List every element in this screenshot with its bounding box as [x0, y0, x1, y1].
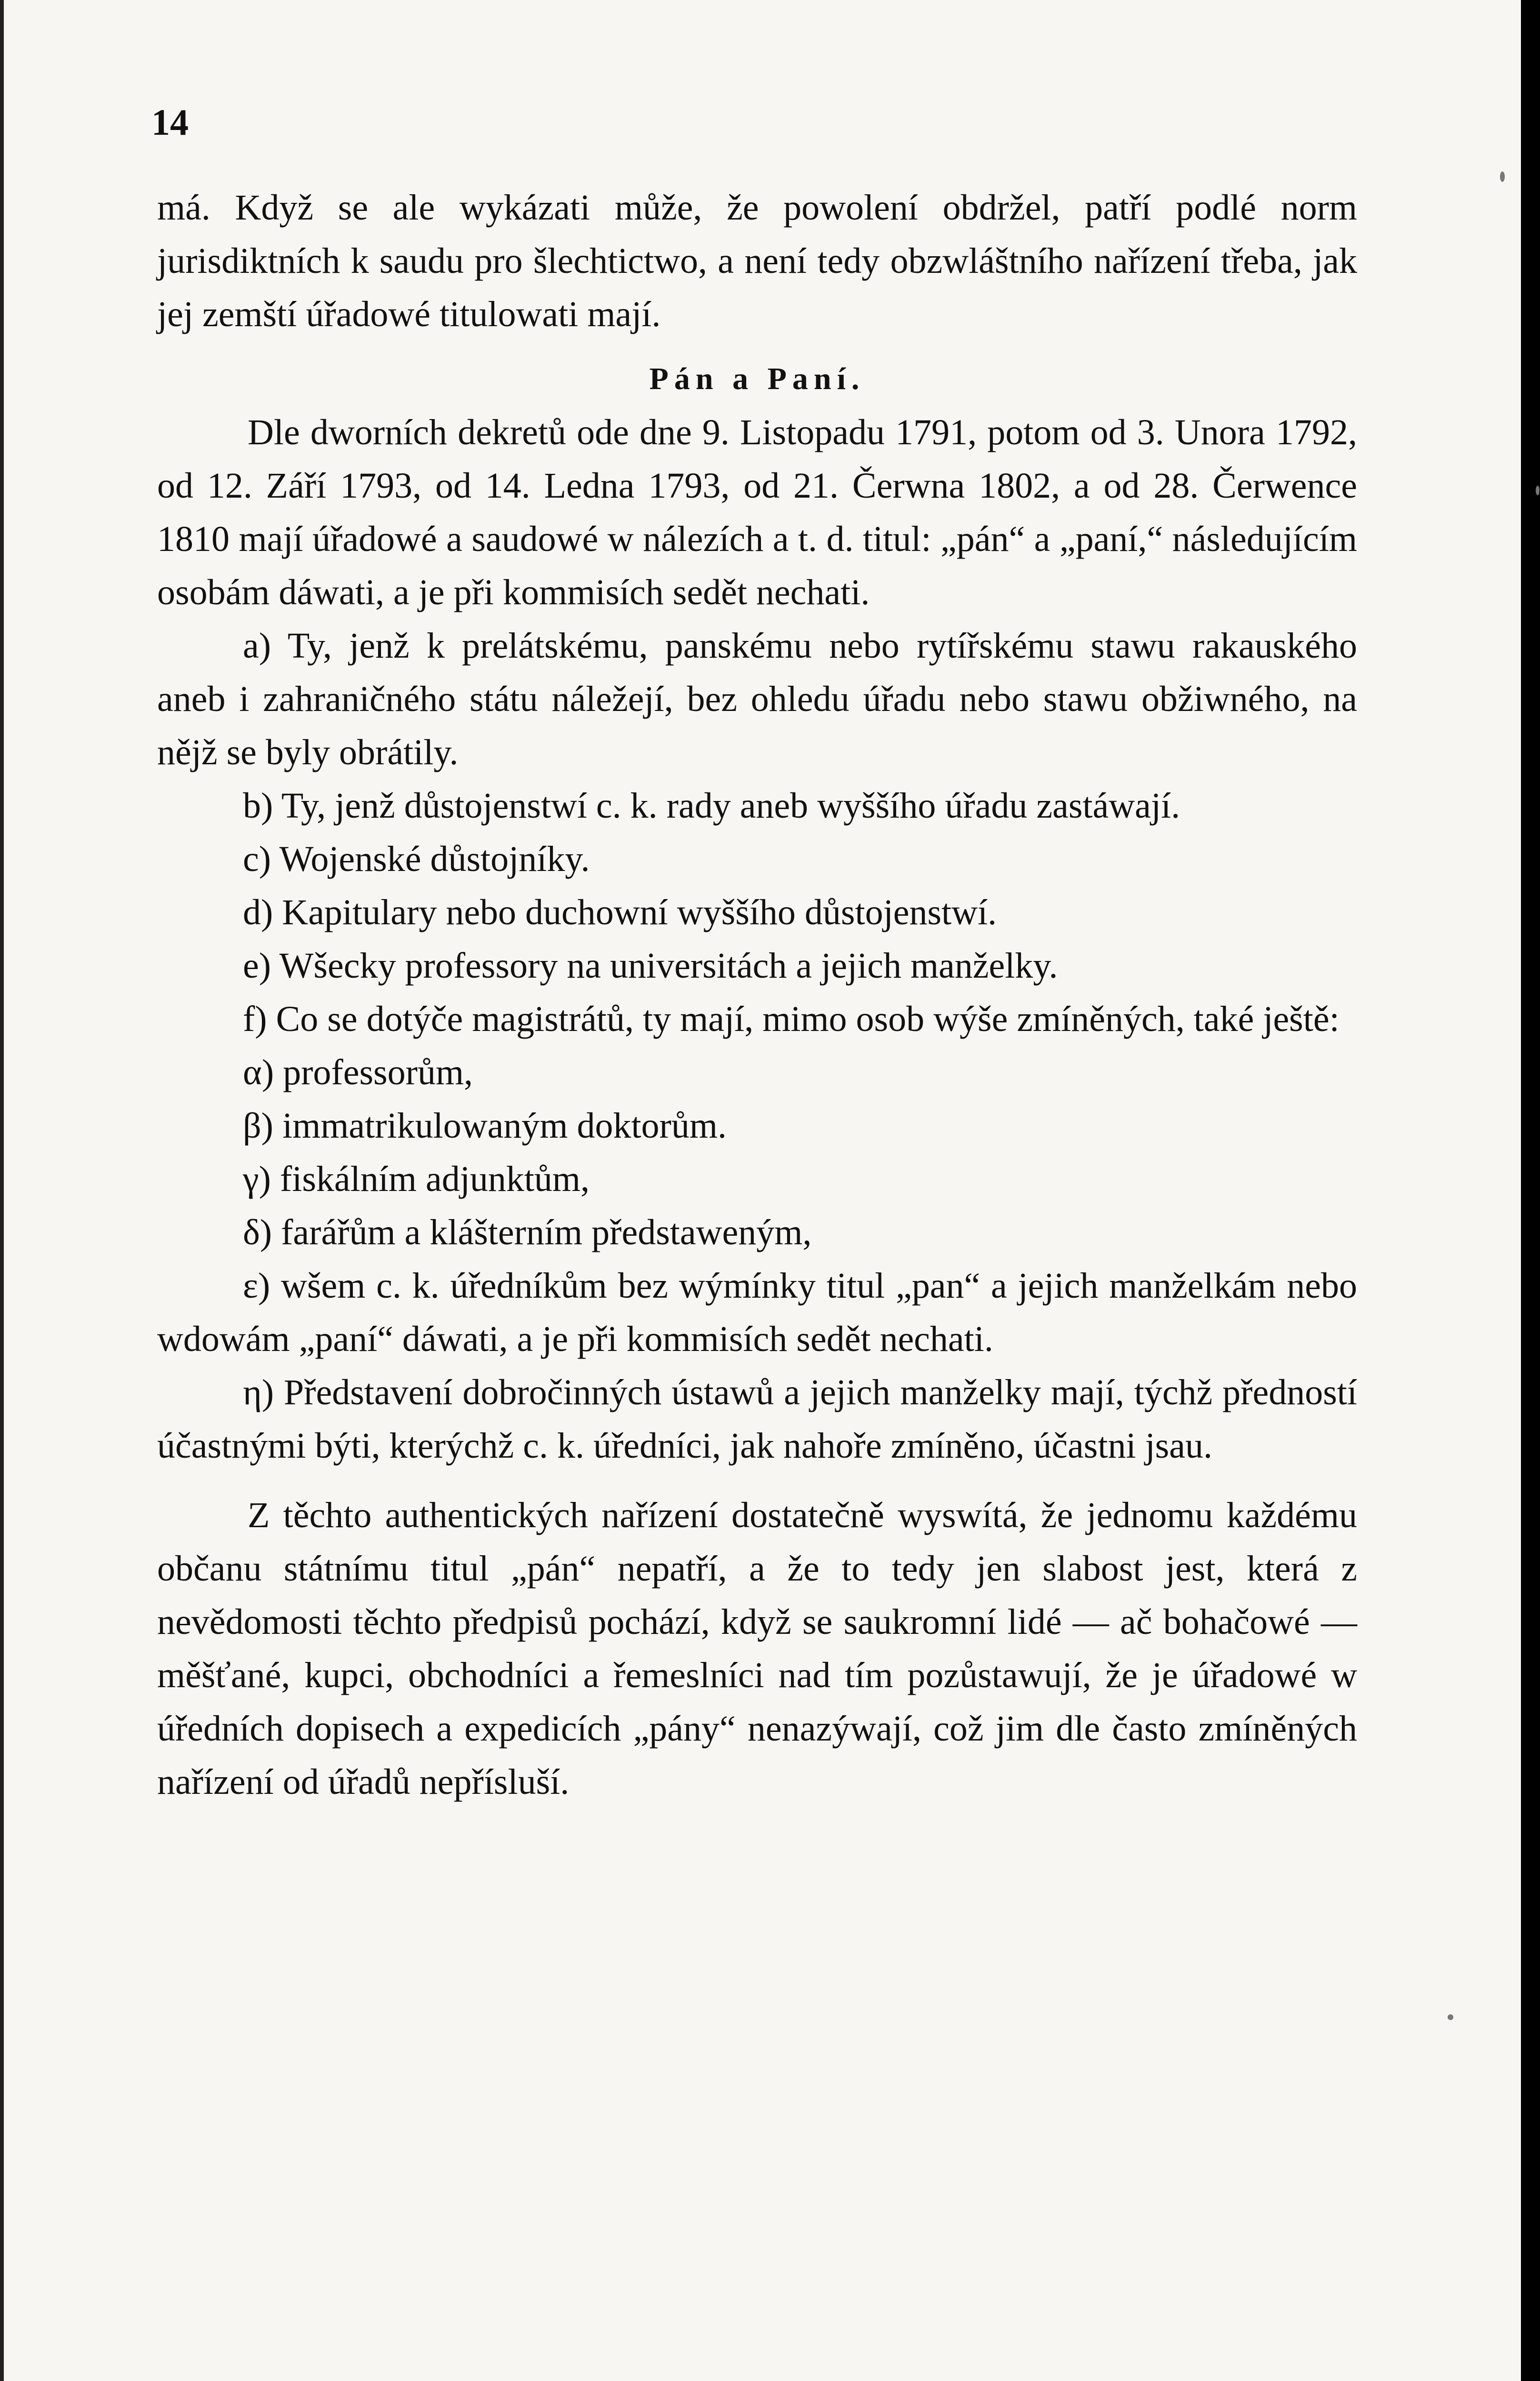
list-item: b) Ty, jenž důstojenstwí c. k. rady aneb wyššího úřadu zastáwají.: [243, 786, 1180, 826]
list-item: a) Ty, jenž k prelátskému, panskému nebo rytířskému stawu rakauského aneb i zahraničného státu náležejí, bez ohledu úřadu nebo stawu obžiwného, na nějž se byly obrátily.: [157, 626, 1357, 772]
sub-item: α) professorům,: [243, 1052, 473, 1092]
section-heading: Pán a Paní.: [649, 361, 865, 396]
sub-item: δ) farářům a klášterním předstaweným,: [243, 1212, 812, 1252]
speck: [1536, 486, 1540, 495]
list-item: f) Co se dotýče magistrátů, ty mají, mimo osob wýše zmíněných, také ještě:: [243, 999, 1340, 1039]
left-edge-shadow: [0, 0, 4, 2381]
page-text: [157, 181, 1357, 1809]
decree-paragraph: Dle dworních dekretů ode dne 9. Listopadu 1791, potom od 3. Unora 1792, od 12. Září 1793, od 14. Ledna 1793, od 21. Čerwna 1802, a od 28. Čerwence 1810 mají úřadowé a saudowé w nálezích a t. d. titul: „pán“ a „paní,“ následujícím osobám dáwati, a je při kommisích sedět nechati.: [157, 412, 1357, 612]
speck: [1448, 2014, 1453, 2020]
sub-item: γ) fiskálním adjunktům,: [243, 1159, 590, 1199]
conclusion-paragraph: Z těchto authentických nařízení dostatečně wyswítá, že jednomu každému občanu státnímu titul „pán“ nepatří, a že to tedy jen slabost jest, která z nevědomosti těchto předpisů pochází, když se saukromní lidé — ač bohačowé — měšťané, kupci, obchodníci a řemeslníci nad tím pozůstawují, že je úřadowé w úředních dopisech a expedicích „pány“ nenazýwají, což jim dle často zmíněných nařízení od úřadů nepřísluší.: [157, 1495, 1357, 1802]
carryover-paragraph: má. Když se ale wykázati může, že powolení obdržel, patří podlé norm jurisdiktních k saudu pro šlechtictwo, a není tedy obzwláštního nařízení třeba, jak jej zemští úřadowé titulowati mají.: [157, 188, 1357, 334]
speck: [1500, 171, 1505, 182]
list-item: d) Kapitulary nebo duchowní wyššího důstojenstwí.: [243, 892, 997, 932]
right-page-edge: [1521, 0, 1540, 2381]
sub-item: η) Představení dobročinných ústawů a jejich manželky mají, týchž předností účastnými býti, kterýchž c. k. úředníci, jak nahoře zmíněno, účastni jsau.: [157, 1372, 1357, 1466]
list-item: e) Wšecky professory na universitách a jejich manželky.: [243, 946, 1058, 986]
page-number: 14: [151, 101, 189, 143]
sub-item: β) immatrikulowaným doktorům.: [243, 1106, 727, 1146]
sub-item: ε) wšem c. k. úředníkům bez wýmínky titul „pan“ a jejich manželkám nebo wdowám „paní“ dáwati, a je při kommisích sedět nechati.: [157, 1266, 1357, 1359]
list-item: c) Wojenské důstojníky.: [243, 839, 590, 879]
